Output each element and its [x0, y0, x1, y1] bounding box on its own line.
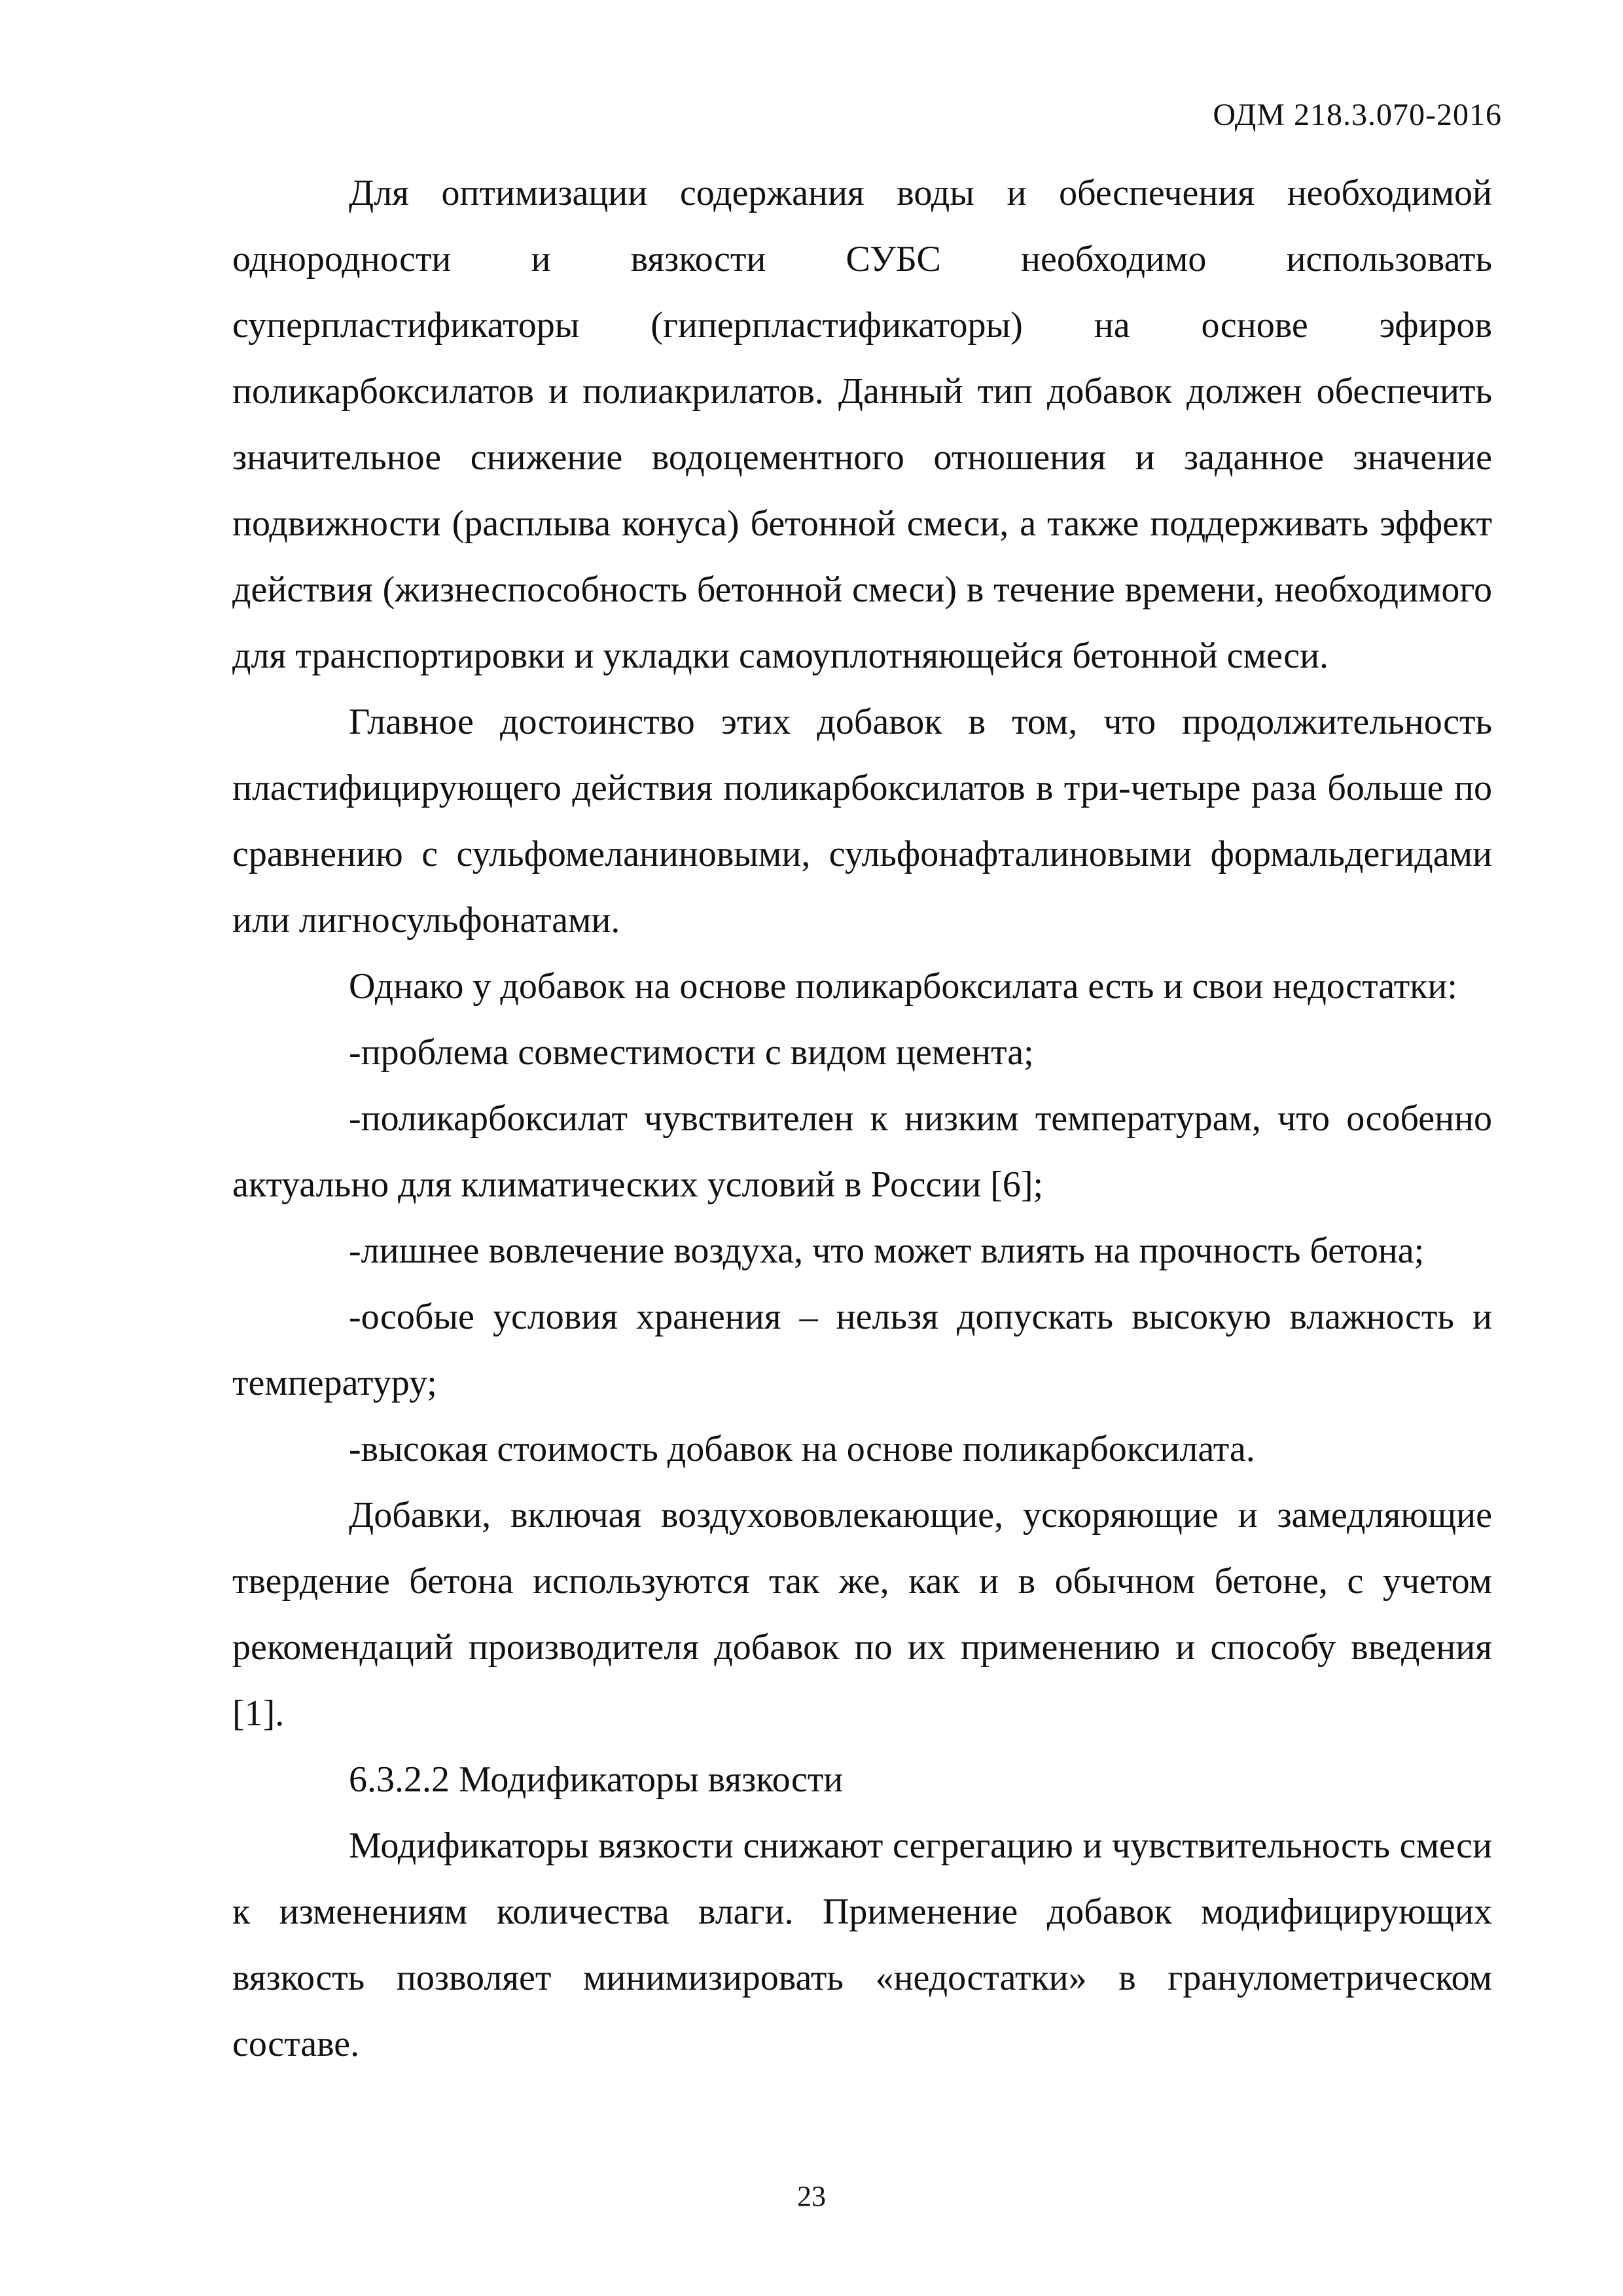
page-number: 23 — [797, 2180, 826, 2212]
paragraph-main-advantage: Главное достоинство этих добавок в том, что продолжительность пластифицирующего действия поликарбоксилатов в три-четыре раза больше по сравнению с сульфомеланиновыми, сульфонафталиновыми формальдегидами или лигносульфонатами. — [232, 702, 1492, 941]
list-item-air-entrainment: -лишнее вовлечение воздуха, что может влиять на прочность бетона; — [349, 1230, 1425, 1271]
list-item-high-cost: -высокая стоимость добавок на основе поликарбоксилата. — [349, 1429, 1255, 1469]
list-item-low-temperature: -поликарбоксилат чувствителен к низким температурам, что особенно актуально для климатических условий в России [6]; — [232, 1098, 1492, 1205]
list-item-compatibility: -проблема совместимости с видом цемента; — [349, 1032, 1034, 1073]
document-code: ОДМ 218.3.070-2016 — [1213, 98, 1502, 132]
section-heading-viscosity-modifiers: 6.3.2.2 Модификаторы вязкости — [349, 1759, 844, 1800]
paragraph-drawbacks-intro: Однако у добавок на основе поликарбоксилата есть и свои недостатки: — [349, 966, 1457, 1007]
paragraph-other-additives: Добавки, включая воздухововлекающие, ускоряющие и замедляющие твердение бетона используются так же, как и в обычном бетоне, с учетом рекомендаций производителя добавок по их применению и способу введения [1]. — [232, 1495, 1492, 1734]
paragraph-viscosity-modifiers: Модификаторы вязкости снижают сегрегацию и чувствительность смеси к изменениям количества влаги. Применение добавок модифицирующих вязкость позволяет минимизировать «недостатки» в гранулометрическом составе. — [232, 1825, 1492, 2064]
page-body — [232, 160, 1492, 2077]
list-item-storage-conditions: -особые условия хранения – нельзя допускать высокую влажность и температуру; — [232, 1297, 1492, 1403]
paragraph-superplasticizers: Для оптимизации содержания воды и обеспечения необходимой однородности и вязкости СУБС необходимо использовать суперпластификаторы (гиперпластификаторы) на основе эфиров поликарбоксилатов и полиакрилатов. Данный тип добавок должен обеспечить значительное снижение водоцементного отношения и заданное значение подвижности (расплыва конуса) бетонной смеси, а также поддерживать эффект действия (жизнеспособность бетонной смеси) в течение времени, необходимого для транспортировки и укладки самоуплотняющейся бетонной смеси. — [232, 173, 1492, 676]
